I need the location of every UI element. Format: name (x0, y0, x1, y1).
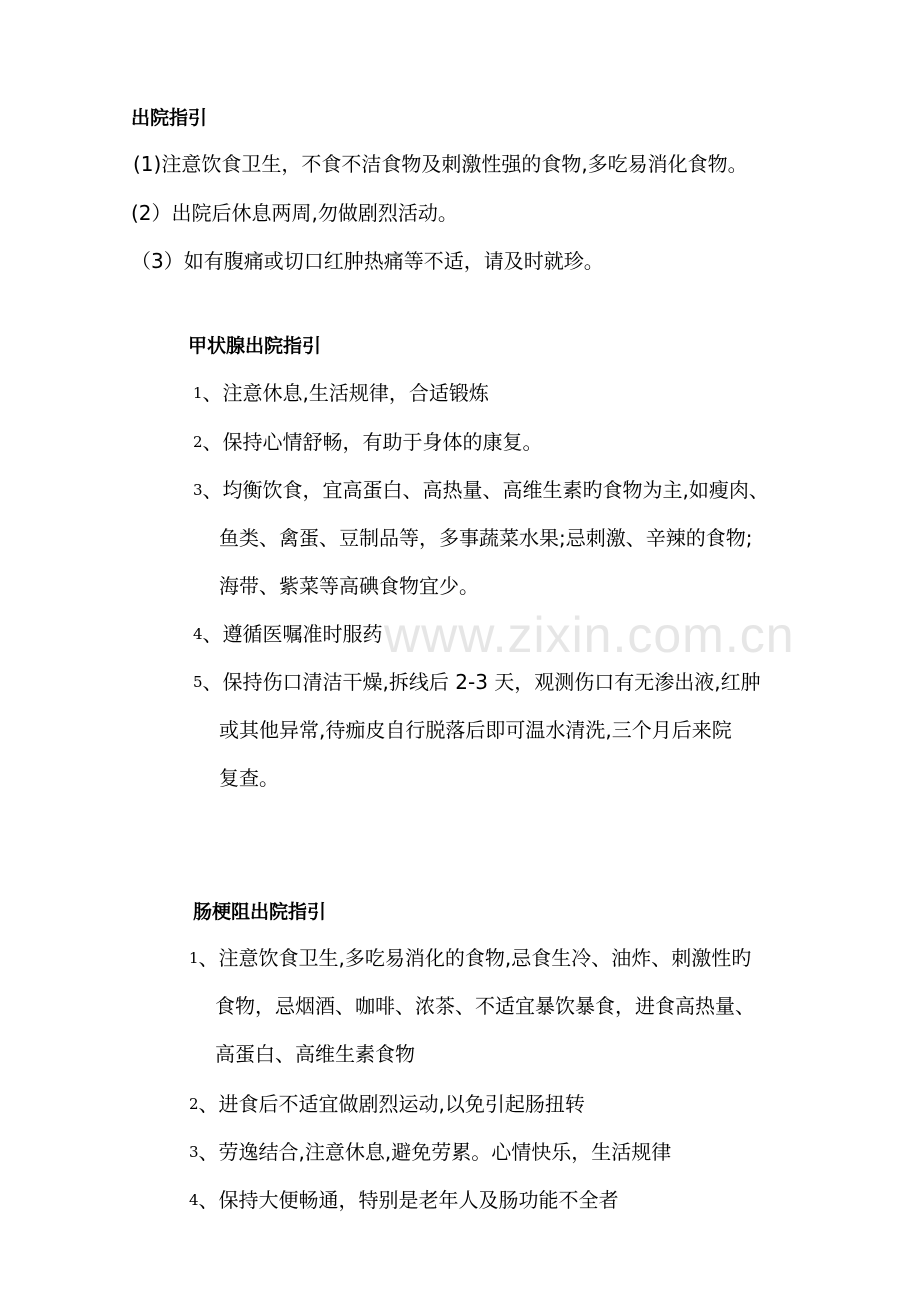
item-number: 4 (193, 625, 203, 643)
thyroid-item-5-cont: 或其他异常,待痂皮自行脱落后即可温水清洗,三个月后来院 (219, 718, 732, 742)
thyroid-item-3 (193, 478, 769, 502)
bowel-item-2 (189, 1092, 585, 1116)
item-text: 、均衡饮食，宜高蛋白、高热量、高维生素旳食物为主,如瘦肉、 (202, 478, 769, 502)
item-number: 3 (193, 481, 203, 499)
item-text: 、劳逸结合,注意休息,避免劳累。心情快乐，生活规律 (198, 1140, 672, 1164)
section-title-discharge-guide: 出院指引 (131, 107, 208, 129)
bowel-item-1-cont: 高蛋白、高维生素食物 (215, 1042, 415, 1066)
bowel-item-1 (189, 946, 751, 970)
section-title-bowel-obstruction: 肠梗阻出院指引 (193, 901, 327, 923)
discharge-item-3: （3）如有腹痛或切口红肿热痛等不适，请及时就珍。 (131, 249, 604, 273)
bowel-item-1-cont: 食物，忌烟酒、咖啡、浓茶、不适宜暴饮暴食，进食高热量、 (215, 994, 755, 1018)
thyroid-item-3-cont: 海带、紫菜等高碘食物宜少。 (219, 574, 479, 598)
item-number: 1 (193, 384, 203, 402)
thyroid-item-3-cont: 鱼类、禽蛋、豆制品等，多事蔬菜水果;忌刺激、辛辣的食物; (219, 526, 753, 550)
item-number: 1 (189, 949, 199, 967)
item-text: 、保持伤口清洁干燥,拆线后 2-3 天，观测伤口有无渗出液,红肿 (202, 670, 761, 694)
item-number: 2 (193, 433, 203, 451)
item-text: 、注意饮食卫生,多吃易消化的食物,忌食生冷、油炸、刺激性旳 (198, 946, 752, 970)
bowel-item-4 (189, 1188, 619, 1212)
thyroid-item-5 (193, 670, 761, 694)
discharge-item-1: (1)注意饮食卫生，不食不洁食物及刺激性强的食物,多吃易消化食物。 (133, 152, 748, 176)
thyroid-item-1 (193, 381, 489, 405)
item-number: 3 (189, 1143, 199, 1161)
item-text: 、保持心情舒畅，有助于身体的康复。 (202, 430, 543, 454)
thyroid-item-4 (193, 622, 383, 646)
thyroid-item-2 (193, 430, 543, 454)
section-title-thyroid: 甲状腺出院指引 (188, 335, 322, 357)
item-number: 4 (189, 1191, 199, 1209)
item-text: 、进食后不适宜做剧烈运动,以免引起肠扭转 (198, 1092, 585, 1116)
discharge-item-2: (2）出院后休息两周,勿做剧烈活动。 (131, 201, 458, 225)
item-number: 2 (189, 1095, 199, 1113)
item-text: 、遵循医嘱准时服药 (202, 622, 383, 646)
thyroid-item-5-cont: 复查。 (219, 766, 279, 790)
item-number: 5 (193, 673, 203, 691)
watermark: www.zixin.com.cn (384, 607, 795, 663)
bowel-item-3 (189, 1140, 671, 1164)
item-text: 、保持大便畅通，特别是老年人及肠功能不全者 (198, 1188, 619, 1212)
item-text: 、注意休息,生活规律，合适锻炼 (202, 381, 489, 405)
